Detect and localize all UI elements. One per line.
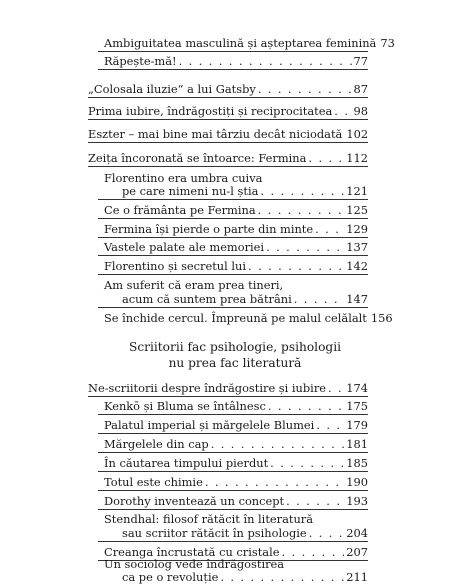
subentry-rule (98, 274, 368, 275)
toc-entry-page: 175 (346, 399, 368, 413)
toc-entry-page: 204 (346, 526, 368, 540)
toc-entry-title: sau scriitor rătăcit în psihologie (122, 526, 307, 540)
dot-leader (205, 475, 344, 489)
dot-leader (270, 456, 344, 470)
toc-entry-page: 174 (346, 381, 368, 395)
subentry-rule (98, 237, 368, 238)
toc-entry[interactable] (104, 259, 368, 273)
toc-entry[interactable] (88, 104, 368, 118)
dot-leader (248, 259, 344, 273)
dot-leader (258, 203, 345, 217)
subentry-rule (98, 471, 368, 472)
toc-entry[interactable] (122, 526, 368, 540)
toc-entry-title: Creanga încrustată cu cristale (104, 545, 280, 559)
toc-entry-page: 112 (346, 151, 368, 165)
toc-entry-page: 121 (346, 184, 368, 198)
section-heading-line: nu prea fac literatură (168, 356, 302, 370)
toc-entry[interactable] (104, 494, 368, 508)
toc-entry-title: În căutarea timpului pierdut (104, 456, 269, 470)
toc-entry-title: Eszter – mai bine mai târziu decât niciodată (88, 127, 343, 141)
dot-leader (308, 151, 344, 165)
section-rule (88, 119, 368, 120)
toc-entry-page: 102 (346, 127, 369, 141)
toc-entry[interactable] (104, 203, 368, 217)
toc-entry-page: 185 (346, 456, 368, 470)
toc-entry-title: Ce o frământa pe Fermina (104, 203, 256, 217)
subentry-rule (98, 199, 368, 200)
toc-entry-title: Ne-scriitorii despre îndrăgostire și iubire (88, 381, 327, 395)
toc-entry-title: Palatul imperial și mărgelele Blumei (104, 418, 315, 432)
toc-entry-title: Vastele palate ale memoriei (104, 240, 265, 254)
toc-entry-page: 211 (346, 570, 368, 584)
section-heading-line: Scriitorii fac psihologie, psihologii (128, 340, 341, 354)
subentry-rule (98, 255, 368, 256)
toc-entry[interactable] (104, 456, 368, 470)
toc-entry-page: 73 (380, 36, 395, 50)
toc-entry[interactable] (122, 570, 368, 584)
dot-leader (315, 222, 344, 236)
dot-leader (281, 545, 344, 559)
toc-entry[interactable] (104, 437, 368, 451)
subentry-rule (98, 414, 368, 415)
section-rule (88, 97, 368, 98)
dot-leader (179, 54, 352, 68)
toc-entry-title-line: Florentino era umbra cuiva (104, 171, 263, 185)
subentry-rule (98, 218, 368, 219)
dot-leader (220, 570, 344, 584)
toc-entry-page: 137 (346, 240, 368, 254)
toc-entry-page: 179 (346, 418, 368, 432)
toc-entry-page: 190 (346, 475, 368, 489)
toc-entry-title: Kenkō și Bluma se întâlnesc (104, 399, 266, 413)
dot-leader (328, 381, 344, 395)
dot-leader (316, 418, 344, 432)
toc-entry-title: Răpește-mă! (104, 54, 177, 68)
toc-entry[interactable] (122, 184, 368, 198)
toc-entry-page: 207 (346, 545, 368, 559)
toc-entry-title: acum că suntem prea bătrâni (122, 292, 292, 306)
toc-entry-title: ca pe o revoluție (122, 570, 219, 584)
toc-entry-title-line: Am suferit că eram prea tineri, (104, 278, 284, 292)
toc-entry-page: 77 (353, 54, 368, 68)
subentry-rule (98, 490, 368, 491)
toc-entry-title-line: Stendhal: filosof rătăcit în literatură (104, 512, 314, 526)
dot-leader (260, 184, 344, 198)
subentry-rule (98, 433, 368, 434)
toc-entry[interactable] (88, 127, 368, 141)
toc-entry-title: Totul este chimie (104, 475, 203, 489)
toc-entry[interactable] (104, 240, 368, 254)
toc-entry-page: 147 (346, 292, 368, 306)
toc-entry[interactable] (104, 36, 395, 50)
toc-entry-page: 129 (346, 222, 368, 236)
subentry-rule (98, 509, 368, 510)
dot-leader (211, 437, 345, 451)
section-rule (88, 142, 368, 143)
toc-entry[interactable] (88, 151, 368, 165)
toc-entry[interactable] (104, 418, 368, 432)
section-rule (88, 396, 368, 397)
toc-entry[interactable] (104, 54, 368, 68)
toc-entry[interactable] (88, 381, 368, 395)
toc-entry-title: Se închide cercul. Împreună pe malul celălalt (104, 311, 367, 325)
toc-entry-title: Dorothy inventează un concept (104, 494, 285, 508)
toc-entry[interactable] (122, 292, 368, 306)
group-bracket-rule (98, 51, 368, 52)
toc-entry[interactable] (104, 311, 393, 325)
toc-entry-page: 181 (346, 437, 368, 451)
subentry-rule (98, 452, 368, 453)
toc-entry-title: Mărgelele din cap (104, 437, 209, 451)
toc-entry[interactable] (88, 82, 368, 96)
toc-entry-title: „Colosala iluzie“ a lui Gatsby (88, 82, 256, 96)
toc-entry[interactable] (104, 222, 368, 236)
toc-entry-page: 98 (353, 104, 368, 118)
toc-entry-page: 156 (370, 311, 393, 325)
dot-leader (309, 526, 345, 540)
toc-entry-title: Florentino și secretul lui (104, 259, 247, 273)
toc-entry-title: Ambiguitatea masculină și așteptarea feminină (104, 36, 377, 50)
toc-entry-page: 87 (353, 82, 368, 96)
toc-entry-title: pe care nimeni nu-l știa (122, 184, 259, 198)
group-bracket-rule (98, 69, 368, 70)
dot-leader (334, 104, 351, 118)
toc-entry-page: 142 (346, 259, 368, 273)
toc-entry-page: 125 (346, 203, 368, 217)
dot-leader (266, 240, 344, 254)
toc-entry-title-line: Un sociolog vede îndrăgostirea (104, 557, 285, 571)
toc-entry-title: Prima iubire, îndrăgostiți și reciprocitatea (88, 104, 333, 118)
dot-leader (294, 292, 345, 306)
subentry-rule (98, 307, 368, 308)
toc-entry-title: Zeița încoronată se întoarce: Fermina (88, 151, 307, 165)
section-rule (88, 166, 368, 167)
toc-entry-title: Fermina își pierde o parte din minte (104, 222, 314, 236)
dot-leader (268, 399, 344, 413)
dot-leader (286, 494, 344, 508)
toc-entry-page: 193 (346, 494, 368, 508)
subentry-rule (98, 541, 368, 542)
toc-entry[interactable] (104, 399, 368, 413)
dot-leader (258, 82, 352, 96)
toc-entry[interactable] (104, 475, 368, 489)
